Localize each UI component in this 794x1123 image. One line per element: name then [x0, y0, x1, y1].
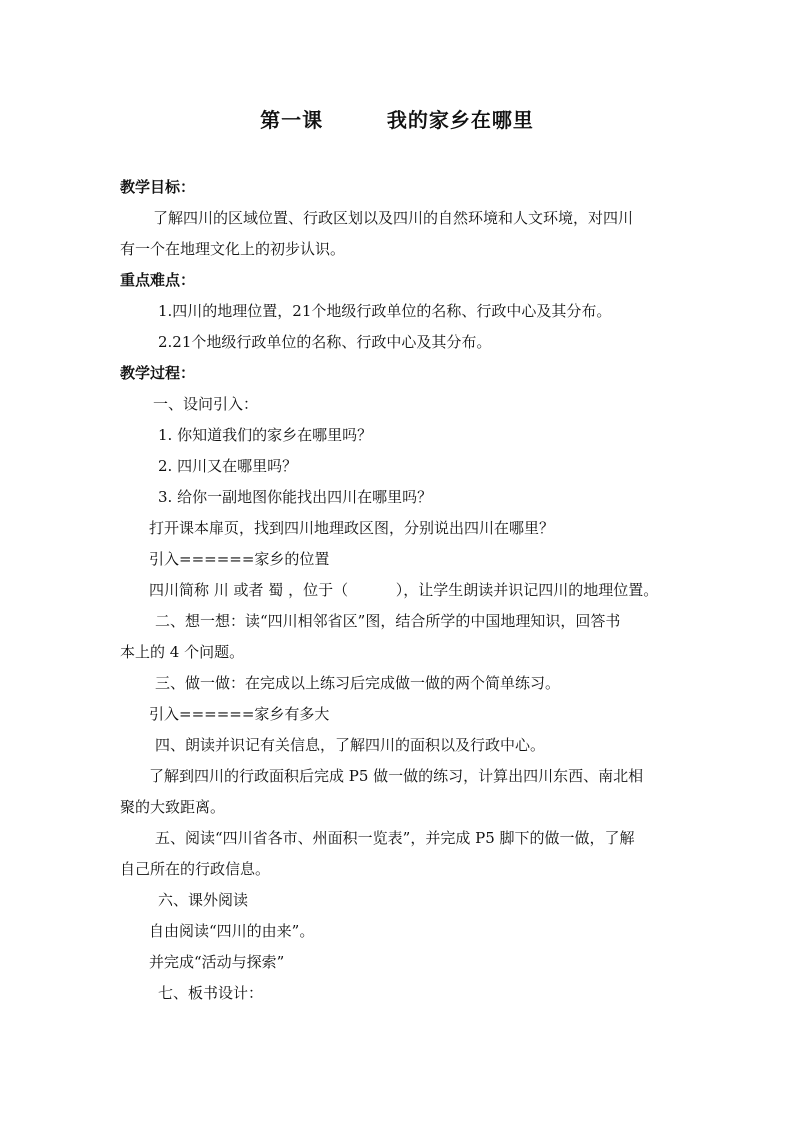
paragraph-line: 三、做一做：在完成以上练习后完成做一做的两个简单练习。	[155, 674, 561, 692]
paragraph-line: 3. 给你一副地图你能找出四川在哪里吗？	[158, 488, 433, 506]
paragraph-line: 四、朗读并识记有关信息，了解四川的面积以及行政中心。	[155, 736, 546, 754]
section-heading-key-points: 重点难点：	[120, 271, 196, 289]
paragraph-line: 有一个在地理文化上的初步认识。	[120, 240, 346, 258]
paragraph-line: 二、想一想：读“四川相邻省区”图，结合所学的中国地理知识，回答书	[155, 612, 621, 630]
paragraph-line: 自己所在的行政信息。	[120, 860, 271, 878]
paragraph-line: 五、阅读“四川省各市、州面积一览表”，并完成 P5 脚下的做一做，了解	[155, 829, 635, 847]
paragraph-line: 打开课本扉页，找到四川地理政区图，分别说出四川在哪里？	[149, 519, 555, 537]
paragraph-line: 2.21个地级行政单位的名称、行政中心及其分布。	[158, 333, 492, 351]
paragraph-line: 四川简称 川 或者 蜀 ，位于（ ），让学生朗读并识记四川的地理位置。	[149, 581, 659, 599]
paragraph-line: 引入======家乡的位置	[149, 550, 330, 568]
paragraph-line: 了解到四川的行政面积后完成 P5 做一做的练习，计算出四川东西、南北相	[149, 767, 644, 785]
paragraph-line: 聚的大致距离。	[120, 798, 226, 816]
paragraph-line: 并完成“活动与探索”	[149, 953, 285, 971]
paragraph-line: 自由阅读“四川的由来”。	[149, 922, 315, 940]
paragraph-line: 1. 你知道我们的家乡在哪里吗？	[158, 426, 373, 444]
paragraph-line: 引入======家乡有多大	[149, 705, 330, 723]
paragraph-line: 七、板书设计：	[158, 984, 264, 1002]
paragraph-line: 了解四川的区域位置、行政区划以及四川的自然环境和人文环境，对四川	[153, 209, 634, 227]
paragraph-line: 1.四川的地理位置，21个地级行政单位的名称、行政中心及其分布。	[158, 302, 612, 320]
lesson-title: 第一课 我的家乡在哪里	[260, 108, 534, 132]
paragraph-line: 六、课外阅读	[158, 891, 249, 909]
section-heading-objectives: 教学目标：	[120, 178, 196, 196]
paragraph-line: 本上的 4 个问题。	[120, 643, 245, 661]
paragraph-line: 2. 四川又在哪里吗？	[158, 457, 298, 475]
section-heading-process: 教学过程：	[120, 364, 196, 382]
paragraph-line: 一、设问引入：	[153, 395, 259, 413]
